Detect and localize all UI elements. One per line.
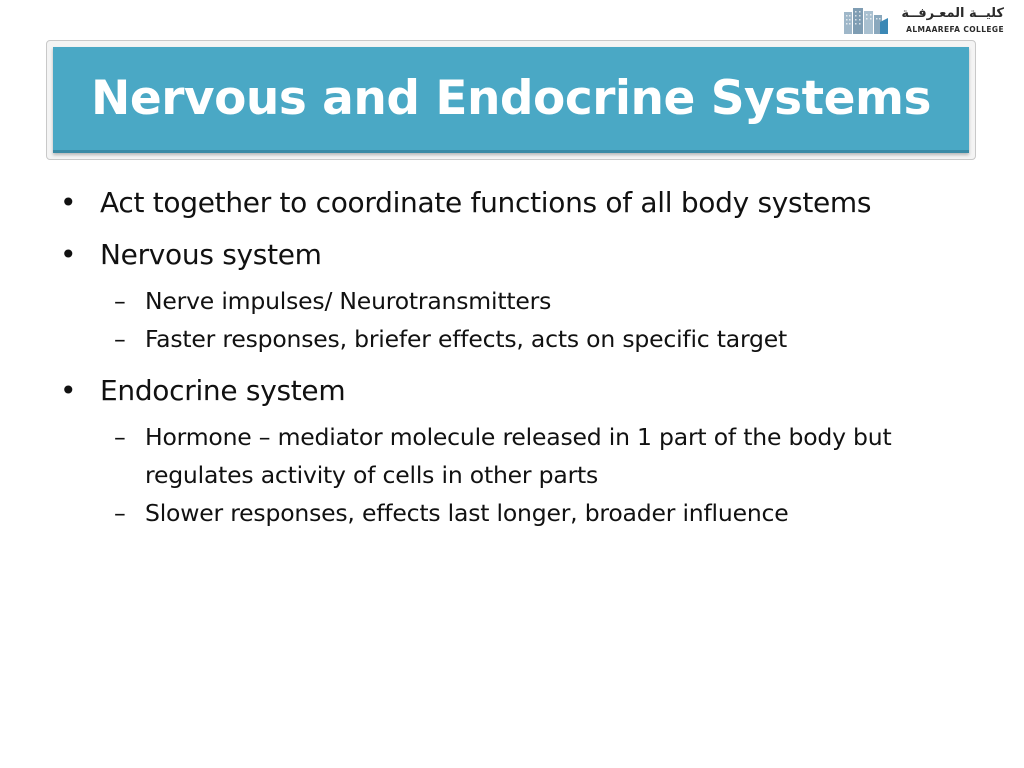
sub-bullet-item bbox=[58, 320, 935, 358]
college-logo bbox=[844, 4, 1004, 38]
sub-bullet-item bbox=[58, 494, 935, 532]
bullet-text: Endocrine system bbox=[100, 374, 346, 407]
title-banner bbox=[53, 47, 969, 153]
dash-marker: – bbox=[114, 287, 126, 315]
bullet-marker: • bbox=[60, 238, 77, 271]
sub-bullet-item bbox=[58, 282, 935, 320]
bullet-text: Nervous system bbox=[100, 238, 322, 271]
building-icon bbox=[844, 6, 888, 36]
dash-marker: – bbox=[114, 423, 126, 451]
slide-title: Nervous and Endocrine Systems bbox=[91, 71, 931, 126]
sub-bullet-text: Slower responses, effects last longer, broader influence bbox=[145, 499, 789, 527]
bullet-marker: • bbox=[60, 186, 77, 219]
bullet-text: Act together to coordinate functions of all body systems bbox=[100, 186, 872, 219]
sub-bullet-text: Faster responses, briefer effects, acts on specific target bbox=[145, 325, 788, 353]
logo-latin-name: ALMAAREFA COLLEGE bbox=[906, 25, 1004, 34]
dash-marker: – bbox=[114, 499, 126, 527]
bullet-item bbox=[58, 238, 958, 272]
logo-arabic-name: كليــة المعـرفــة bbox=[901, 6, 1004, 21]
sub-bullet-text: Hormone – mediator molecule released in 1 part of the body but regulates activity of cells in other parts bbox=[145, 423, 892, 489]
bullet-marker: • bbox=[60, 374, 77, 407]
title-frame bbox=[46, 40, 976, 160]
bullet-list bbox=[58, 186, 958, 540]
bullet-item bbox=[58, 186, 958, 220]
sub-bullet-text: Nerve impulses/ Neurotransmitters bbox=[145, 287, 552, 315]
dash-marker: – bbox=[114, 325, 126, 353]
sub-bullet-item bbox=[58, 418, 935, 494]
bullet-item bbox=[58, 374, 958, 408]
